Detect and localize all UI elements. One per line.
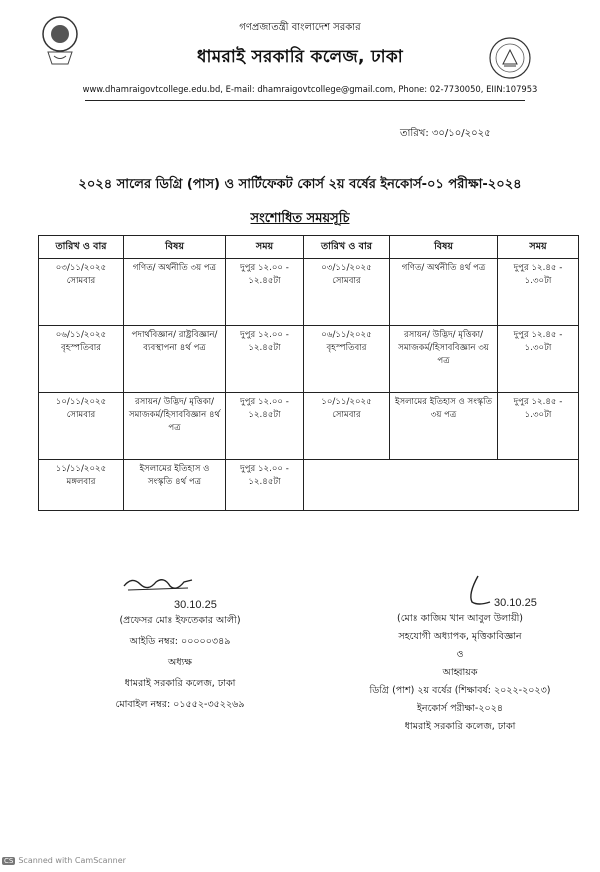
col-header-date-day: তারিখ ও বার: [39, 236, 124, 259]
table-row: [39, 460, 579, 511]
convener-block: [345, 610, 575, 736]
exam-day: বৃহস্পতিবার: [326, 342, 367, 353]
date-day-cell: [304, 393, 390, 460]
contact-line: www.dhamraigovtcollege.edu.bd, E-mail: dhamraigovtcollege@gmail.com, Phone: 02-7730050, EIIN:107953: [82, 84, 538, 94]
date-day-cell: [39, 393, 124, 460]
date-day-cell: [39, 460, 124, 511]
time-cell: দুপুর ১২.৪৫ - ১.৩০টা: [498, 326, 579, 393]
subject-cell: ইসলামের ইতিহাস ও সংস্কৃতি ৩য় পত্র: [390, 393, 498, 460]
col-header-subject: বিষয়: [124, 236, 226, 259]
exam-day: সোমবার: [332, 275, 361, 286]
principal-block: [80, 610, 280, 715]
convener-program: ডিগ্রি (পাশ) ২য় বর্ষের (শিক্ষাবর্ষ: ২০২২-২০২৩): [369, 685, 551, 696]
exam-date: ০৬/১১/২০২৫: [321, 330, 372, 340]
subtitle-text: সংশোধিত সময়সূচি: [250, 211, 350, 226]
exam-day: সোমবার: [332, 409, 361, 420]
exam-date: ১১/১১/২০২৫: [55, 464, 107, 474]
table-row: [39, 326, 579, 393]
subject-cell: গণিত/ অর্থনীতি ৪র্থ পত্র: [390, 259, 498, 326]
col-header-subject: বিষয়: [390, 236, 498, 259]
college-seal-logo: [488, 36, 532, 80]
notice-subtitle: [0, 209, 600, 230]
time-cell: দুপুর ১২.৪৫ - ১.৩০টা: [498, 393, 579, 460]
exam-day: মঙ্গলবার: [66, 476, 96, 487]
time-cell: দুপুর ১২.০০ - ১২.৪৫টা: [226, 259, 304, 326]
date-day-cell: [39, 326, 124, 393]
college-name: ধামরাই সরকারি কলেজ, ঢাকা: [197, 47, 403, 67]
time-cell: দুপুর ১২.৪৫ - ১.৩০টা: [498, 259, 579, 326]
convener-role: আহ্বায়ক: [442, 667, 478, 678]
date-day-cell: [304, 259, 390, 326]
principal-name: (প্রফেসর মোঃ ইফতেকার আলী): [119, 615, 241, 626]
exam-date: ১০/১১/২০২৫: [55, 397, 107, 407]
convener-exam: ইনকোর্স পরীক্ষা-২০২৪: [416, 703, 504, 714]
table-header-row: [39, 236, 579, 259]
empty-cell: [304, 460, 579, 511]
date-day-cell: [39, 259, 124, 326]
scanner-text: Scanned with CamScanner: [18, 856, 126, 865]
col-header-time: সময়: [498, 236, 579, 259]
principal-college: ধামরাই সরকারি কলেজ, ঢাকা: [124, 678, 236, 689]
time-cell: দুপুর ১২.০০ - ১২.৪৫টা: [226, 460, 304, 511]
subject-cell: রসায়ন/ উদ্ভিদ/ মৃত্তিকা/ সমাজকর্ম/হিসাববিজ্ঞান ৩য় পত্র: [390, 326, 498, 393]
notice-title: ২০২৪ সালের ডিগ্রি (পাস) ও সার্টিফেকট কোর্স ২য় বর্ষের ইনকোর্স-০১ পরীক্ষা-২০২৪: [78, 177, 522, 192]
exam-date: ০৬/১১/২০২৫: [55, 330, 107, 340]
subject-cell: পদার্থবিজ্ঞান/ রাষ্ট্রবিজ্ঞান/ ব্যবস্থাপনা ৪র্থ পত্র: [124, 326, 226, 393]
exam-date: ১০/১১/২০২৫: [321, 397, 372, 407]
convener-designation: সহযোগী অধ্যাপক, মৃত্তিকাবিজ্ঞান: [398, 631, 522, 642]
time-cell: দুপুর ১২.০০ - ১২.৪৫টা: [226, 326, 304, 393]
exam-day: বৃহস্পতিবার: [60, 342, 102, 353]
principal-signature-date: 30.10.25: [174, 599, 217, 611]
time-cell: দুপুর ১২.০০ - ১২.৪৫টা: [226, 393, 304, 460]
principal-designation: অধ্যক্ষ: [167, 657, 192, 668]
exam-date: ০৩/১১/২০২৫: [321, 263, 372, 273]
exam-day: সোমবার: [66, 275, 96, 286]
scanner-watermark: [2, 856, 126, 865]
date-day-cell: [304, 326, 390, 393]
notice-date: তারিখ: ৩০/১০/২০২৫: [400, 128, 491, 139]
convener-signature-date: 30.10.25: [494, 597, 537, 609]
col-header-time: সময়: [226, 236, 304, 259]
principal-mobile: মোবাইল নম্বর: ০১৫৫২-৩৫২২৬৯: [115, 699, 245, 710]
subject-cell: গণিত/ অর্থনীতি ৩য় পত্র: [124, 259, 226, 326]
exam-day: সোমবার: [66, 409, 96, 420]
exam-date: ০৩/১১/২০২৫: [55, 263, 107, 273]
subject-cell: ইসলামের ইতিহাস ও সংস্কৃতি ৪র্থ পত্র: [124, 460, 226, 511]
table-row: [39, 393, 579, 460]
subject-cell: রসায়ন/ উদ্ভিদ/ মৃত্তিকা/ সমাজকর্ম/হিসাববিজ্ঞান ৪র্থ পত্র: [124, 393, 226, 460]
col-header-date-day: তারিখ ও বার: [304, 236, 390, 259]
header-divider: [85, 100, 525, 101]
convener-and: ও: [456, 649, 464, 660]
table-row: [39, 259, 579, 326]
principal-id: আইডি নম্বর: ০০০০০৩৪৯: [129, 636, 231, 647]
camscanner-icon: CS: [4, 857, 14, 865]
govt-heading: গণপ্রজাতন্ত্রী বাংলাদেশ সরকার: [239, 22, 361, 33]
schedule-table: [38, 235, 579, 511]
convener-college: ধামরাই সরকারি কলেজ, ঢাকা: [404, 721, 516, 732]
convener-name: (মোঃ কাজিম খান আবুল উলায়ী): [397, 613, 523, 624]
